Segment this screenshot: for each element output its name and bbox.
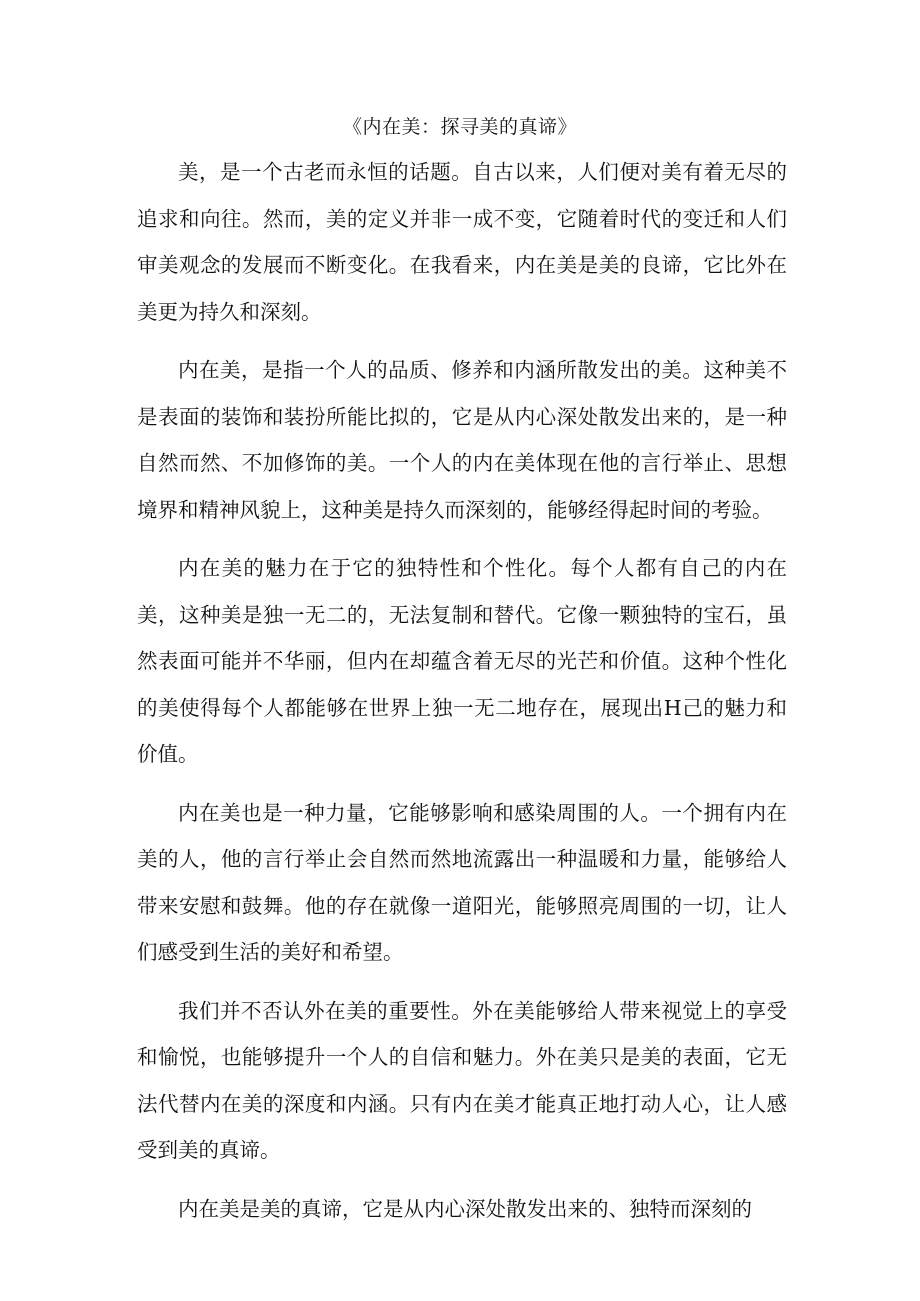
paragraph-4: 内在美也是一种力量，它能够影响和感染周围的人。一个拥有内在美的人，他的言行举止会自然而然地流露出一种温暖和力量，能够给人带来安慰和鼓舞。他的存在就像一道阳光，能够照亮周围的一切，让人们感受到生活的美好和希望。 (137, 800, 787, 964)
paragraph-3: 内在美的魅力在于它的独特性和个性化。每个人都有自己的内在美，这种美是独一无二的，无法复制和替代。它像一颗独特的宝石，虽然表面可能并不华丽，但内在却蕴含着无尽的光芒和价值。这种个性化的美使得每个人都能够在世界上独一无二地存在，展现出H己的魅力和价值。 (137, 556, 787, 766)
document-title: 《内在美：探寻美的真谛》 (342, 116, 577, 138)
paragraph-6: 内在美是美的真谛，它是从内心深处散发出来的、独特而深刻的 (178, 1196, 752, 1221)
paragraph-1: 美，是一个古老而永恒的话题。自古以来，人们便对美有着无尽的追求和向往。然而，美的定义并非一成不变，它随着时代的变迁和人们审美观念的发展而不断变化。在我看来，内在美是美的良谛，它比外在美更为持久和深刻。 (137, 160, 787, 324)
paragraph-2: 内在美，是指一个人的品质、修养和内涵所散发出的美。这种美不是表面的装饰和装扮所能比拟的，它是从内心深处散发出来的，是一种自然而然、不加修饰的美。一个人的内在美体现在他的言行举止、思想境界和精神风貌上，这种美是持久而深刻的，能够经得起时间的考验。 (137, 358, 787, 522)
document-body (137, 149, 787, 1244)
paragraph-5: 我们并不否认外在美的重要性。外在美能够给人带来视觉上的享受和愉悦，也能够提升一个人的自信和魅力。外在美只是美的表面，它无法代替内在美的深度和内涵。只有内在美才能真正地打动人心，让人感受到美的真谛。 (137, 998, 787, 1162)
